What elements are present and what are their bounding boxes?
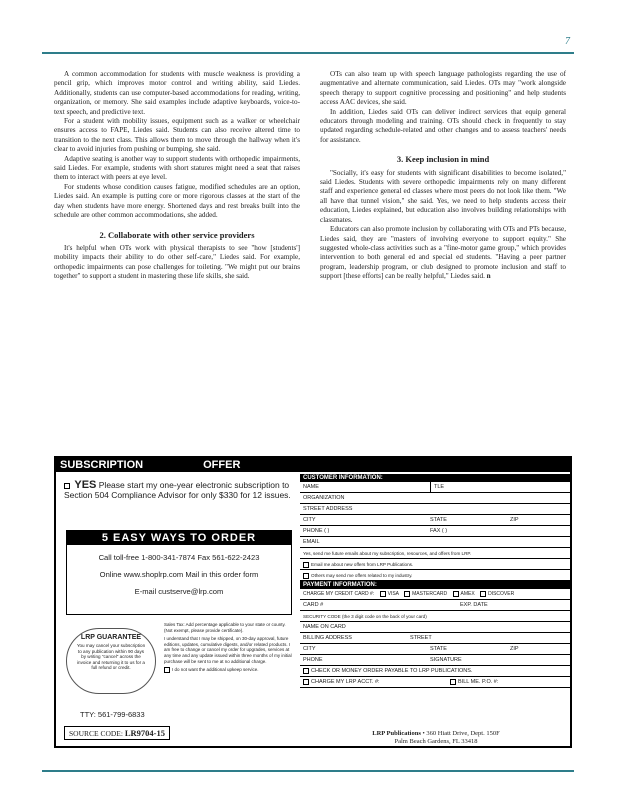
phone-label: PHONE ( ) <box>303 528 330 534</box>
section-heading: 3. Keep inclusion in mind <box>396 154 490 165</box>
billing-street-label: STREET <box>410 635 432 641</box>
bill-me-label: BILL ME. <box>458 679 481 685</box>
lrp-offers-option[interactable] <box>300 559 572 570</box>
mastercard-checkbox[interactable] <box>404 591 410 597</box>
subscription-title: SUBSCRIPTION <box>60 459 144 471</box>
lrp-account-label: CHARGE MY LRP ACCT. #: <box>311 679 380 685</box>
email-opt-in <box>300 548 572 559</box>
publisher-name: LRP Publications <box>372 730 421 737</box>
mastercard-label: MASTERCARD <box>412 591 448 597</box>
email-field[interactable] <box>300 537 572 548</box>
paragraph: "Socially, it's easy for students with significant disabilities to become isolated," said Liedes. Students with severe orthopedic impairments rely on many different staff and experience general ed classes where most peers do not look like them. "We all have that tunnel vision," she said. Yes, we need to help students access their education, Liedes explained, but education also involves building relationships with classmates. <box>320 168 566 224</box>
city-field[interactable] <box>300 515 572 526</box>
zip-label: ZIP <box>510 517 519 523</box>
card-type-row <box>300 589 572 600</box>
guarantee-seal <box>66 628 156 694</box>
state-label: STATE <box>430 517 447 523</box>
security-code-label: SECURITY CODE (the 3 digit code on the back of your card) <box>303 614 427 619</box>
visa-label: VISA <box>387 591 399 597</box>
source-code <box>64 726 170 740</box>
signature-label: SIGNATURE <box>430 657 462 663</box>
bill-me-option[interactable] <box>450 677 498 688</box>
card-name-label: NAME ON CARD <box>303 624 346 630</box>
paragraph: It's helpful when OTs work with physical therapists to see "how [students'] mobility impacts their ability to do other self-care," Liedes said. For example, orthopedic impairments can pose challenges for toileting. "We might put our brains together" to support a student in mastering these life skills, she said. <box>54 243 300 281</box>
organization-label: ORGANIZATION <box>303 495 345 501</box>
other-offers-label: Others may send me offers related to my industry. <box>311 573 413 578</box>
page-number: 7 <box>565 36 570 47</box>
order-form <box>300 474 572 748</box>
top-rule <box>42 52 574 54</box>
email-label: EMAIL <box>303 539 320 545</box>
guarantee-title: LRP GUARANTEE <box>80 634 142 641</box>
security-code-field[interactable] <box>300 611 572 622</box>
street-label: STREET ADDRESS <box>303 506 353 512</box>
order-ways-box <box>66 530 292 615</box>
billing-address-label: BILLING ADDRESS <box>303 635 352 641</box>
check-option[interactable] <box>300 666 572 677</box>
fax-label: FAX ( ) <box>430 528 448 534</box>
name-label: NAME <box>303 484 319 490</box>
paragraph: A common accommodation for students with muscle weakness is providing a pencil grip, which improves motor control and writing ability, said Liedes. Additionally, students can use computer-based accommodations for reading, writing, organization, or memory. She said examples include adaptive keyboards, voice-to-text speech, and predictive text. <box>54 70 300 116</box>
paragraph: For students whose condition causes fatigue, modified schedules are an option, Liedes said. An example is putting core or more rigorous classes at the start of the day when students have more energy. Shortened days and rest breaks built into the schedule are other common accommodations, she added. <box>54 182 300 220</box>
divider <box>430 482 431 493</box>
lrp-offers-checkbox[interactable] <box>303 562 309 568</box>
title-label: TLE <box>434 484 445 490</box>
left-column <box>54 70 300 282</box>
billing-city-field[interactable] <box>300 644 572 655</box>
check-label: CHECK OR MONEY ORDER PAYABLE TO LRP PUBLICATIONS. <box>311 668 473 674</box>
amex-checkbox[interactable] <box>453 591 459 597</box>
tty-number: TTY: 561-799-6833 <box>80 710 145 719</box>
card-number-field[interactable] <box>300 600 572 611</box>
subscription-header <box>56 458 570 472</box>
order-email: E-mail custserve@lrp.com <box>134 587 224 596</box>
billing-address-field[interactable] <box>300 633 572 644</box>
paragraph <box>320 225 566 281</box>
check-checkbox[interactable] <box>303 668 309 674</box>
payment-info-header: PAYMENT INFORMATION: <box>300 581 572 589</box>
billing-zip-label: ZIP <box>510 646 519 652</box>
paragraph: In addition, Liedes said OTs can deliver indirect services that equip general educators through modeling and training. OTs should check in frequently to stay updated regarding schedule-related and other changes and to assess teachers' needs for assistance. <box>320 107 566 144</box>
offer-block <box>64 480 294 500</box>
card-number-label: CARD # <box>303 602 324 608</box>
billing-city-label: CITY <box>303 646 316 652</box>
mailing-address <box>300 730 572 746</box>
visa-checkbox[interactable] <box>380 591 386 597</box>
subscription-left-panel <box>56 472 298 748</box>
organization-field[interactable] <box>300 493 572 504</box>
source-code-value: LR9704-15 <box>124 728 165 738</box>
upkeep-checkbox[interactable] <box>164 667 170 673</box>
yes-checkbox[interactable] <box>64 483 70 489</box>
billing-state-label: STATE <box>430 646 447 652</box>
other-offers-option[interactable] <box>300 570 572 581</box>
approval-note: I understand that I may be shipped, on 30-day approval, future editions, updates, cumulative digests, and/or related products. I am free to change or cancel my order for upgrades, services at any time and any update issued within three months of my initial purchase will be sent to me at no additional charge. <box>164 636 292 664</box>
billing-phone-field[interactable] <box>300 655 572 666</box>
paragraph: Adaptive seating is another way to support students with orthopedic impairments, said Liedes. For example, students with short statures might need a seat that raises them to interact with peers at eye level. <box>54 154 300 182</box>
yes-label: YES <box>74 479 97 491</box>
fine-print <box>164 622 292 676</box>
exp-date-label: EXP. DATE <box>460 602 488 608</box>
customer-info-header: CUSTOMER INFORMATION: <box>300 474 572 482</box>
paragraph: OTs can also team up with speech language pathologists regarding the use of augmentative and alternate communication, said Liedes. OTs may "work alongside speech therapy to support cognitive processing and positioning" and help students access AAC devices, she said. <box>320 70 566 107</box>
city-label: CITY <box>303 517 316 523</box>
offer-title: OFFER <box>203 459 241 471</box>
paragraph-text: Educators can also promote inclusion by collaborating with OTs and PTs because, Liedes said, they are "masters of involving everyone to support equity." She suggested whole-class activities such as a "fine-motor game group," which provides intervention to both general ed and special ed students. "Having a peer partner program, leadership program, or club designed to promote inclusion and staff to support [these efforts] can be really helpful," Liedes said. <box>320 225 566 281</box>
charge-label: CHARGE MY CREDIT CARD #: <box>303 591 375 597</box>
street-field[interactable] <box>300 504 572 515</box>
guarantee-text: You may cancel your subscription to any publication within 90 days by writing "cancel" across the invoice and returning it to us for a full refund or credit. <box>76 643 146 670</box>
order-phone-fax: Call toll-free 1-800-341-7874 Fax 561-622-2423 <box>98 553 260 562</box>
address-line-1: LRP Publications • 360 Hiatt Drive, Dept. 150F <box>372 730 500 737</box>
right-column <box>320 70 566 282</box>
card-name-field[interactable] <box>300 622 572 633</box>
source-code-label: SOURCE CODE: <box>69 729 123 738</box>
email-opt-in-text: Yes, send me future emails about my subscription, resources, and offers from LRP. <box>303 551 472 556</box>
bottom-rule <box>42 770 574 772</box>
amex-label: AMEX <box>460 591 475 597</box>
subscription-form <box>54 456 572 748</box>
city-state-zip: Palm Beach Gardens, FL 33418 <box>394 738 478 745</box>
po-label: P.O. #: <box>481 679 499 685</box>
lrp-account-checkbox[interactable] <box>303 679 309 685</box>
bill-me-checkbox[interactable] <box>450 679 456 685</box>
offer-text: Please start my one-year electronic subscription to Section 504 Compliance Advisor for only $330 for 12 issues. <box>64 480 291 500</box>
order-ways-title: 5 EASY WAYS TO ORDER <box>67 531 291 545</box>
discover-label: DISCOVER <box>488 591 515 597</box>
section-heading: 2. Collaborate with other service providers <box>99 229 255 240</box>
sales-tax-note: Sales Tax: Add percentage applicable to your state or county. (Not exempt, please provide certificate). <box>164 622 286 633</box>
discover-checkbox[interactable] <box>480 591 486 597</box>
other-offers-checkbox[interactable] <box>303 573 309 579</box>
upkeep-note: I do not want the additional upkeep service. <box>172 667 259 673</box>
phone-field[interactable] <box>300 526 572 537</box>
order-online-mail: Online www.shoplrp.com Mail in this order form <box>99 570 259 579</box>
end-mark: n <box>486 272 491 281</box>
upkeep-note-row <box>164 667 292 673</box>
lrp-account-option[interactable] <box>300 677 572 688</box>
name-field[interactable] <box>300 482 572 493</box>
street-address: 360 Hiatt Drive, Dept. 150F <box>426 730 500 737</box>
paragraph: For a student with mobility issues, equipment such as a walker or wheelchair ensures access to FAPE, Liedes said. Students can also receive altered time to transition to the next class. This allows them to move through the hallway when it's clear to avoid injuries from pushing or bumping, she said. <box>54 117 300 154</box>
billing-phone-label: PHONE <box>303 657 323 663</box>
lrp-offers-label: Email me about new offers from LRP Publications. <box>311 562 414 567</box>
